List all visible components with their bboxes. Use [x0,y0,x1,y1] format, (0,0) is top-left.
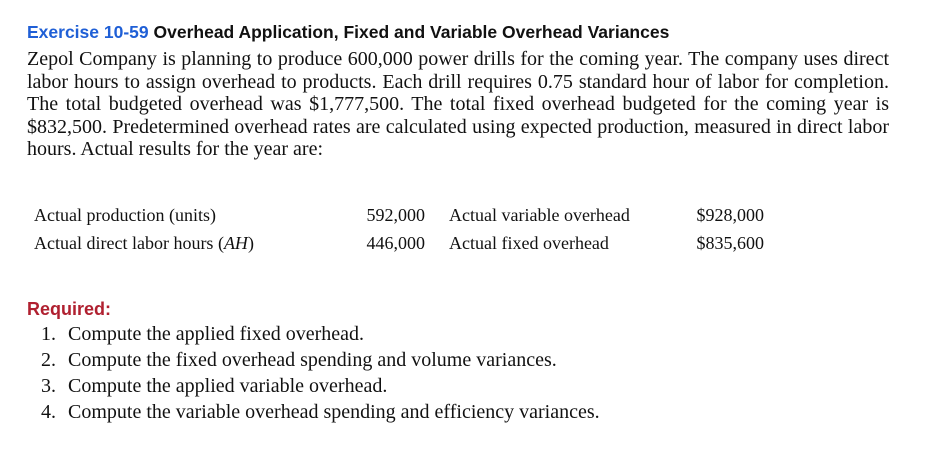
actual-fixed-overhead-label: Actual fixed overhead [449,232,609,253]
required-list [41,321,907,425]
item-text: Compute the applied variable overhead. [68,374,388,397]
table-row [34,229,764,257]
item-text: Compute the fixed overhead spending and volume variances. [68,348,557,371]
exercise-title: Overhead Application, Fixed and Variable Overhead Variances [153,22,670,42]
table-row [34,201,764,229]
list-item [41,347,907,373]
column-gap [425,229,449,257]
actual-variable-overhead-value: $928,000 [696,204,764,225]
actual-results-table [34,201,764,257]
actual-production-value: 592,000 [366,204,425,225]
item-text: Compute the applied fixed overhead. [68,322,365,345]
ah-abbreviation: AH [223,232,248,253]
item-text: Compute the variable overhead spending and efficiency variances. [68,400,600,423]
item-number: 1. [41,322,56,345]
exercise-page [27,20,907,425]
column-gap [425,201,449,229]
item-number: 3. [41,374,56,397]
exercise-number: Exercise 10-59 [27,22,149,42]
list-item [41,373,907,399]
list-item [41,399,907,425]
actual-labor-hours-value: 446,000 [366,232,425,253]
actual-labor-hours-label [34,229,341,257]
list-item [41,321,907,347]
problem-description: Zepol Company is planning to produce 600,000 power drills for the coming year. The company uses direct labor hours to assign overhead to products. Each drill requires 0.75 standard hour of labor for completion. The total budgeted overhead was $1,777,500. The total fixed overhead budgeted for the coming year is $832,500. Predetermined overhead rates are calculated using expected production, measured in direct labor hours. Actual results for the year are: [27,48,889,160]
item-number: 2. [41,348,56,371]
actual-variable-overhead-label: Actual variable overhead [449,204,630,225]
required-heading: Required: [27,298,112,319]
item-number: 4. [41,400,56,423]
actual-labor-hours-label-text: Actual direct labor hours ( [34,232,224,253]
exercise-heading [27,20,907,44]
actual-production-label: Actual production (units) [34,204,216,225]
actual-labor-hours-label-suffix: ) [247,232,254,253]
actual-fixed-overhead-value: $835,600 [696,232,764,253]
